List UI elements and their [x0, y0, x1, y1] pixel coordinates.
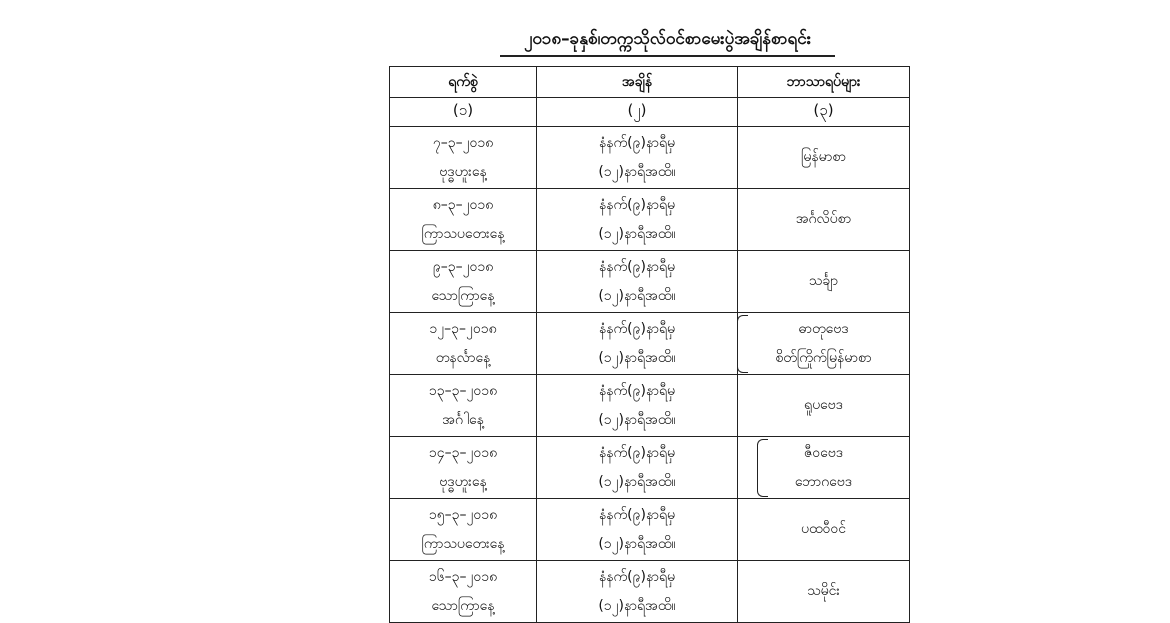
- subject-cell: [738, 313, 910, 375]
- table-row: [390, 375, 910, 437]
- table-row: [390, 189, 910, 251]
- brace-bracket: [737, 315, 748, 373]
- header-subjects: ဘာသာရပ်များ: [738, 67, 910, 98]
- header-time: အချိန်: [537, 67, 738, 98]
- subject-group: [807, 577, 840, 606]
- table-row: [390, 437, 910, 499]
- table-row: [390, 127, 910, 189]
- time-cell: [537, 499, 738, 561]
- time-start: နံနက်(၉)နာရီမှ: [598, 258, 676, 275]
- date-cell: [390, 499, 537, 561]
- table-row: [390, 251, 910, 313]
- time-start: နံနက်(၉)နာရီမှ: [598, 320, 676, 337]
- date-cell: [390, 437, 537, 499]
- date-cell: [390, 127, 537, 189]
- subject-group: [796, 205, 852, 234]
- date-value: ၈–၃–၂၀၁၈: [432, 196, 494, 213]
- day-name: အင်္ဂါနေ့: [442, 411, 484, 428]
- day-name: ဗုဒ္ဓဟူးနေ့: [439, 163, 487, 180]
- date-cell: [390, 375, 537, 437]
- exam-schedule-table: [389, 66, 910, 623]
- date-value: ၁၂–၃–၂၀၁၈: [429, 320, 497, 337]
- subject-name: သင်္ချာ: [808, 273, 839, 289]
- subject-group: [801, 515, 846, 544]
- subject-name: ရူပဗေဒ: [804, 397, 843, 413]
- time-start: နံနက်(၉)နာရီမှ: [598, 568, 676, 585]
- time-end: (၁၂)နာရီအထိ။: [598, 163, 676, 180]
- subject-group: [795, 439, 852, 497]
- time-start: နံနက်(၉)နာရီမှ: [598, 506, 676, 523]
- date-cell: [390, 251, 537, 313]
- time-end: (၁၂)နာရီအထိ။: [598, 473, 676, 490]
- day-name: ဗုဒ္ဓဟူးနေ့: [439, 473, 487, 490]
- table-body: [390, 127, 910, 623]
- header-row: [390, 67, 910, 98]
- time-start: နံနက်(၉)နာရီမှ: [598, 444, 676, 461]
- subject-cell: [738, 561, 910, 623]
- subject-name: ဘောဂဗေဒ: [794, 473, 853, 490]
- time-start: နံနက်(၉)နာရီမှ: [598, 382, 676, 399]
- column-number-1: (၁): [390, 98, 537, 127]
- time-cell: [537, 189, 738, 251]
- subject-name: သမိုင်း: [807, 583, 840, 599]
- day-name: သောကြာနေ့: [431, 287, 495, 304]
- subject-cell: [738, 251, 910, 313]
- time-start: နံနက်(၉)နာရီမှ: [598, 134, 676, 151]
- subject-name: ဓာတုဗေဒ: [798, 320, 849, 337]
- date-cell: [390, 313, 537, 375]
- subject-cell: [738, 437, 910, 499]
- time-cell: [537, 437, 738, 499]
- subject-cell: [738, 127, 910, 189]
- date-cell: [390, 189, 537, 251]
- time-cell: [537, 375, 738, 437]
- day-name: တနင်္လာနေ့: [435, 349, 491, 366]
- time-end: (၁၂)နာရီအထိ။: [598, 287, 676, 304]
- date-value: ၁၃–၃–၂၀၁၈: [428, 382, 498, 399]
- subject-group: [804, 391, 843, 420]
- time-cell: [537, 251, 738, 313]
- time-end: (၁၂)နာရီအထိ။: [598, 411, 676, 428]
- column-number-3: (၃): [738, 98, 910, 127]
- time-cell: [537, 313, 738, 375]
- date-value: ၁၄–၃–၂၀၁၈: [428, 444, 498, 461]
- title-underline: [500, 55, 835, 57]
- subject-cell: [738, 499, 910, 561]
- table-row: [390, 499, 910, 561]
- date-cell: [390, 561, 537, 623]
- column-number-row: [390, 98, 910, 127]
- date-value: ၉–၃–၂၀၁၈: [432, 258, 494, 275]
- document-title: ၂၀၁၈–ခုနှစ်၊တက္ကသိုလ်ဝင်စာမေးပွဲအချိန်စာရင်း: [523, 29, 812, 49]
- subject-group: [801, 143, 846, 172]
- date-value: ၁၆–၃–၂၀၁၈: [428, 568, 498, 585]
- time-end: (၁၂)နာရီအထိ။: [598, 225, 676, 242]
- day-name: ကြာသပတေးနေ့: [421, 225, 505, 242]
- table-row: [390, 313, 910, 375]
- subject-group: [775, 315, 871, 373]
- header-date: ရက်စွဲ: [390, 67, 537, 98]
- subject-name: ပထဝီဝင်: [800, 521, 846, 537]
- time-start: နံနက်(၉)နာရီမှ: [598, 196, 676, 213]
- subject-name: ဇီဝဗေဒ: [803, 444, 844, 461]
- subject-cell: [738, 375, 910, 437]
- date-value: ၁၅–၃–၂၀၁၈: [428, 506, 498, 523]
- subject-name: စိတ်ကြိုက်မြန်မာစာ: [775, 349, 872, 366]
- day-name: သောကြာနေ့: [431, 597, 495, 614]
- subject-name: မြန်မာစာ: [801, 149, 846, 165]
- time-cell: [537, 561, 738, 623]
- subject-group: [809, 267, 838, 296]
- brace-bracket: [757, 439, 768, 497]
- day-name: ကြာသပတေးနေ့: [421, 535, 505, 552]
- subject-name: အင်္ဂလိပ်စာ: [795, 211, 852, 227]
- time-end: (၁၂)နာရီအထိ။: [598, 535, 676, 552]
- column-number-2: (၂): [537, 98, 738, 127]
- date-value: ၇–၃–၂၀၁၈: [432, 134, 494, 151]
- table-row: [390, 561, 910, 623]
- subject-cell: [738, 189, 910, 251]
- time-cell: [537, 127, 738, 189]
- time-end: (၁၂)နာရီအထိ။: [598, 349, 676, 366]
- time-end: (၁၂)နာရီအထိ။: [598, 597, 676, 614]
